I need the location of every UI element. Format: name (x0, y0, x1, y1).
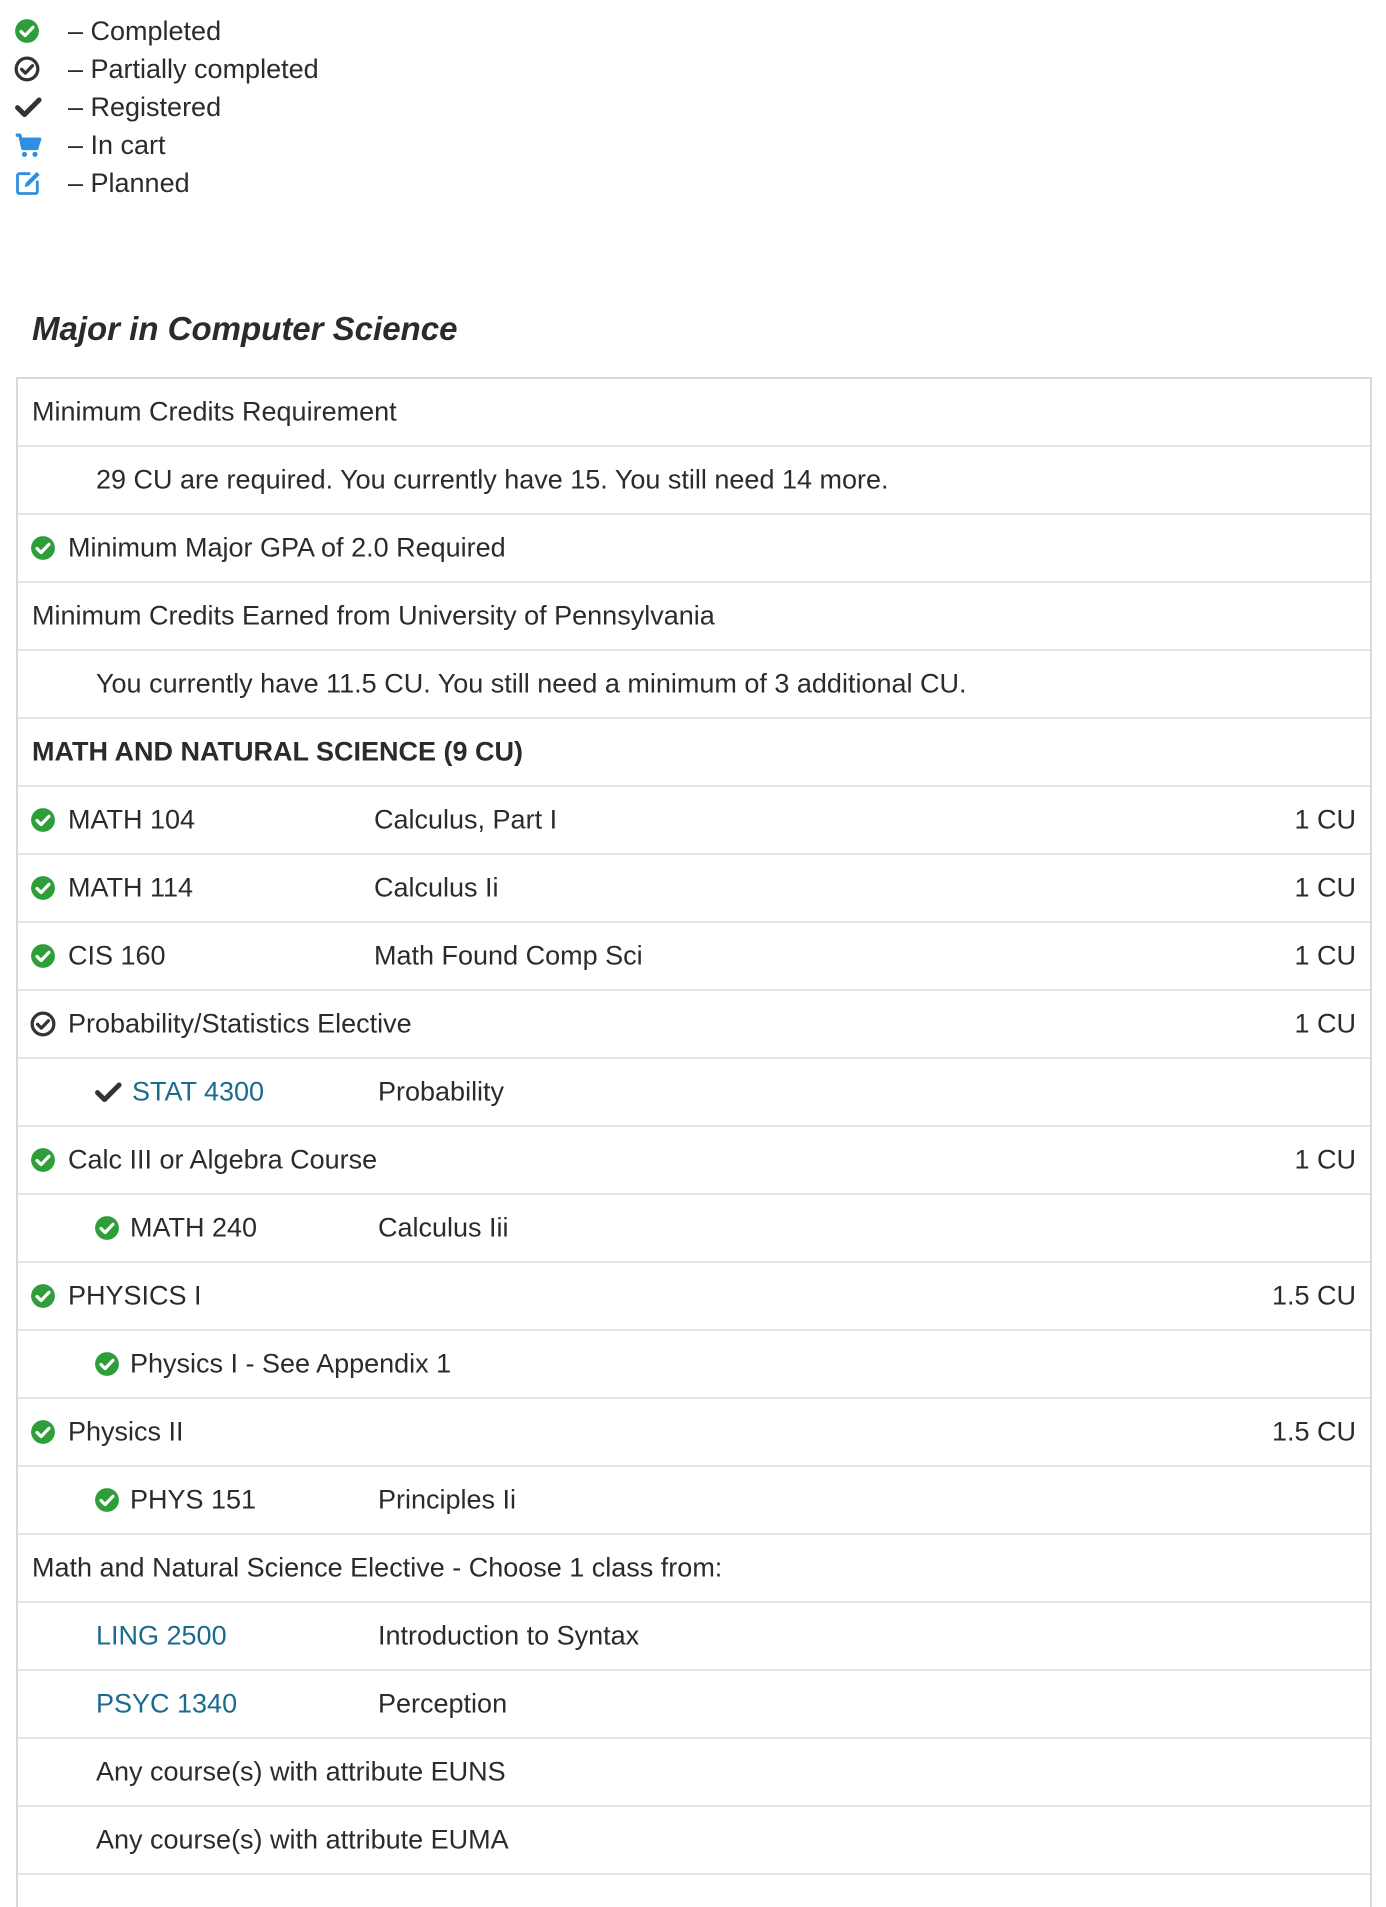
course-credits: 1 CU (1294, 940, 1356, 971)
requirement-label: Any course(s) with attribute EUMA (96, 1824, 509, 1855)
check-circle-icon (30, 942, 58, 970)
check-circle-icon (30, 806, 58, 834)
course-title: Probability (378, 1076, 505, 1107)
course-title: Math Found Comp Sci (374, 940, 643, 971)
course-row-psyc-1340 (18, 1671, 1370, 1739)
legend-in-cart (14, 126, 319, 164)
legend-registered (14, 88, 319, 126)
check-circle-icon (30, 874, 58, 902)
requirement-row-min-gpa (18, 515, 1370, 583)
requirement-label: Minimum Credits Requirement (32, 396, 397, 427)
course-row-math-114 (18, 855, 1370, 923)
edit-icon (14, 168, 44, 198)
major-title: Major in Computer Science (32, 310, 458, 347)
legend-label: – Partially completed (68, 53, 319, 84)
legend-label: – Registered (68, 91, 222, 122)
status-legend (14, 12, 319, 202)
course-code: MATH 240 (130, 1212, 258, 1243)
requirement-row-min-credits (18, 379, 1370, 447)
check-circle-icon (30, 1418, 58, 1446)
requirement-credits: 1 CU (1294, 1144, 1356, 1175)
requirement-credits: 1 CU (1294, 1008, 1356, 1039)
requirement-label: Math and Natural Science Elective - Choose 1 class from: (32, 1552, 723, 1583)
course-row-stat-4300 (18, 1059, 1370, 1127)
requirement-row-attr-euns (18, 1739, 1370, 1807)
legend-label: – In cart (68, 129, 166, 160)
requirement-row-physics-1-appendix (18, 1331, 1370, 1399)
course-title: Perception (378, 1688, 508, 1719)
requirements-table (16, 377, 1372, 1907)
requirement-row-prob-stat-elective (18, 991, 1370, 1059)
partial-check-circle-icon (14, 54, 44, 84)
partial-check-circle-icon (30, 1010, 58, 1038)
checkmark-icon (14, 92, 44, 122)
course-link-stat-4300[interactable]: STAT 4300 (132, 1076, 265, 1107)
requirement-row-calc3-algebra (18, 1127, 1370, 1195)
course-link-psyc-1340[interactable]: PSYC 1340 (96, 1688, 238, 1719)
legend-partially-completed (14, 50, 319, 88)
course-row-math-104 (18, 787, 1370, 855)
legend-label: – Completed (68, 15, 222, 46)
requirement-credits: 1.5 CU (1271, 1416, 1356, 1447)
requirement-label: PHYSICS I (68, 1280, 202, 1311)
requirement-row-physics-1 (18, 1263, 1370, 1331)
requirement-row-attr-euma (18, 1807, 1370, 1875)
course-row-math-240 (18, 1195, 1370, 1263)
course-title: Calculus, Part I (374, 804, 558, 835)
course-title: Calculus Iii (378, 1212, 509, 1243)
course-credits: 1 CU (1294, 872, 1356, 903)
check-circle-icon (30, 1146, 58, 1174)
course-row-cis-160 (18, 923, 1370, 991)
requirement-credits: 1.5 CU (1271, 1280, 1356, 1311)
requirement-detail-min-credits (18, 447, 1370, 515)
course-title: Principles Ii (378, 1484, 517, 1515)
course-code: MATH 114 (68, 872, 194, 903)
legend-label: – Planned (68, 167, 190, 198)
check-circle-icon (94, 1486, 122, 1514)
requirement-row-min-penn-credits (18, 583, 1370, 651)
requirement-row-physics-2 (18, 1399, 1370, 1467)
course-row-ling-2500 (18, 1603, 1370, 1671)
requirement-label: Physics I - See Appendix 1 (130, 1348, 452, 1379)
requirement-detail: You currently have 11.5 CU. You still need a minimum of 3 additional CU. (96, 668, 967, 699)
checkmark-icon (94, 1078, 122, 1106)
requirement-detail: 29 CU are required. You currently have 15. You still need 14 more. (96, 464, 889, 495)
legend-completed (14, 12, 319, 50)
course-code: MATH 104 (68, 804, 196, 835)
course-link-ling-2500[interactable]: LING 2500 (96, 1620, 227, 1651)
section-title: MATH AND NATURAL SCIENCE (9 CU) (32, 736, 523, 767)
cart-icon (14, 130, 44, 160)
requirement-label: Any course(s) with attribute EUNS (96, 1756, 506, 1787)
check-circle-icon (14, 16, 44, 46)
requirement-label: Probability/Statistics Elective (68, 1008, 412, 1039)
check-circle-icon (30, 1282, 58, 1310)
check-circle-icon (94, 1350, 122, 1378)
course-code: PHYS 151 (130, 1484, 257, 1515)
requirement-detail-min-penn-credits (18, 651, 1370, 719)
requirement-label: Physics II (68, 1416, 184, 1447)
course-code: CIS 160 (68, 940, 166, 971)
check-circle-icon (30, 534, 58, 562)
requirement-label: Minimum Major GPA of 2.0 Required (68, 532, 506, 563)
course-credits: 1 CU (1294, 804, 1356, 835)
section-header-math-natural-science (18, 719, 1370, 787)
requirement-label: Calc III or Algebra Course (68, 1144, 378, 1175)
course-row-phys-151 (18, 1467, 1370, 1535)
course-title: Introduction to Syntax (378, 1620, 640, 1651)
check-circle-icon (94, 1214, 122, 1242)
requirement-row-mns-elective (18, 1535, 1370, 1603)
requirement-label: Minimum Credits Earned from University of Pennsylvania (32, 600, 715, 631)
course-title: Calculus Ii (374, 872, 499, 903)
legend-planned (14, 164, 319, 202)
